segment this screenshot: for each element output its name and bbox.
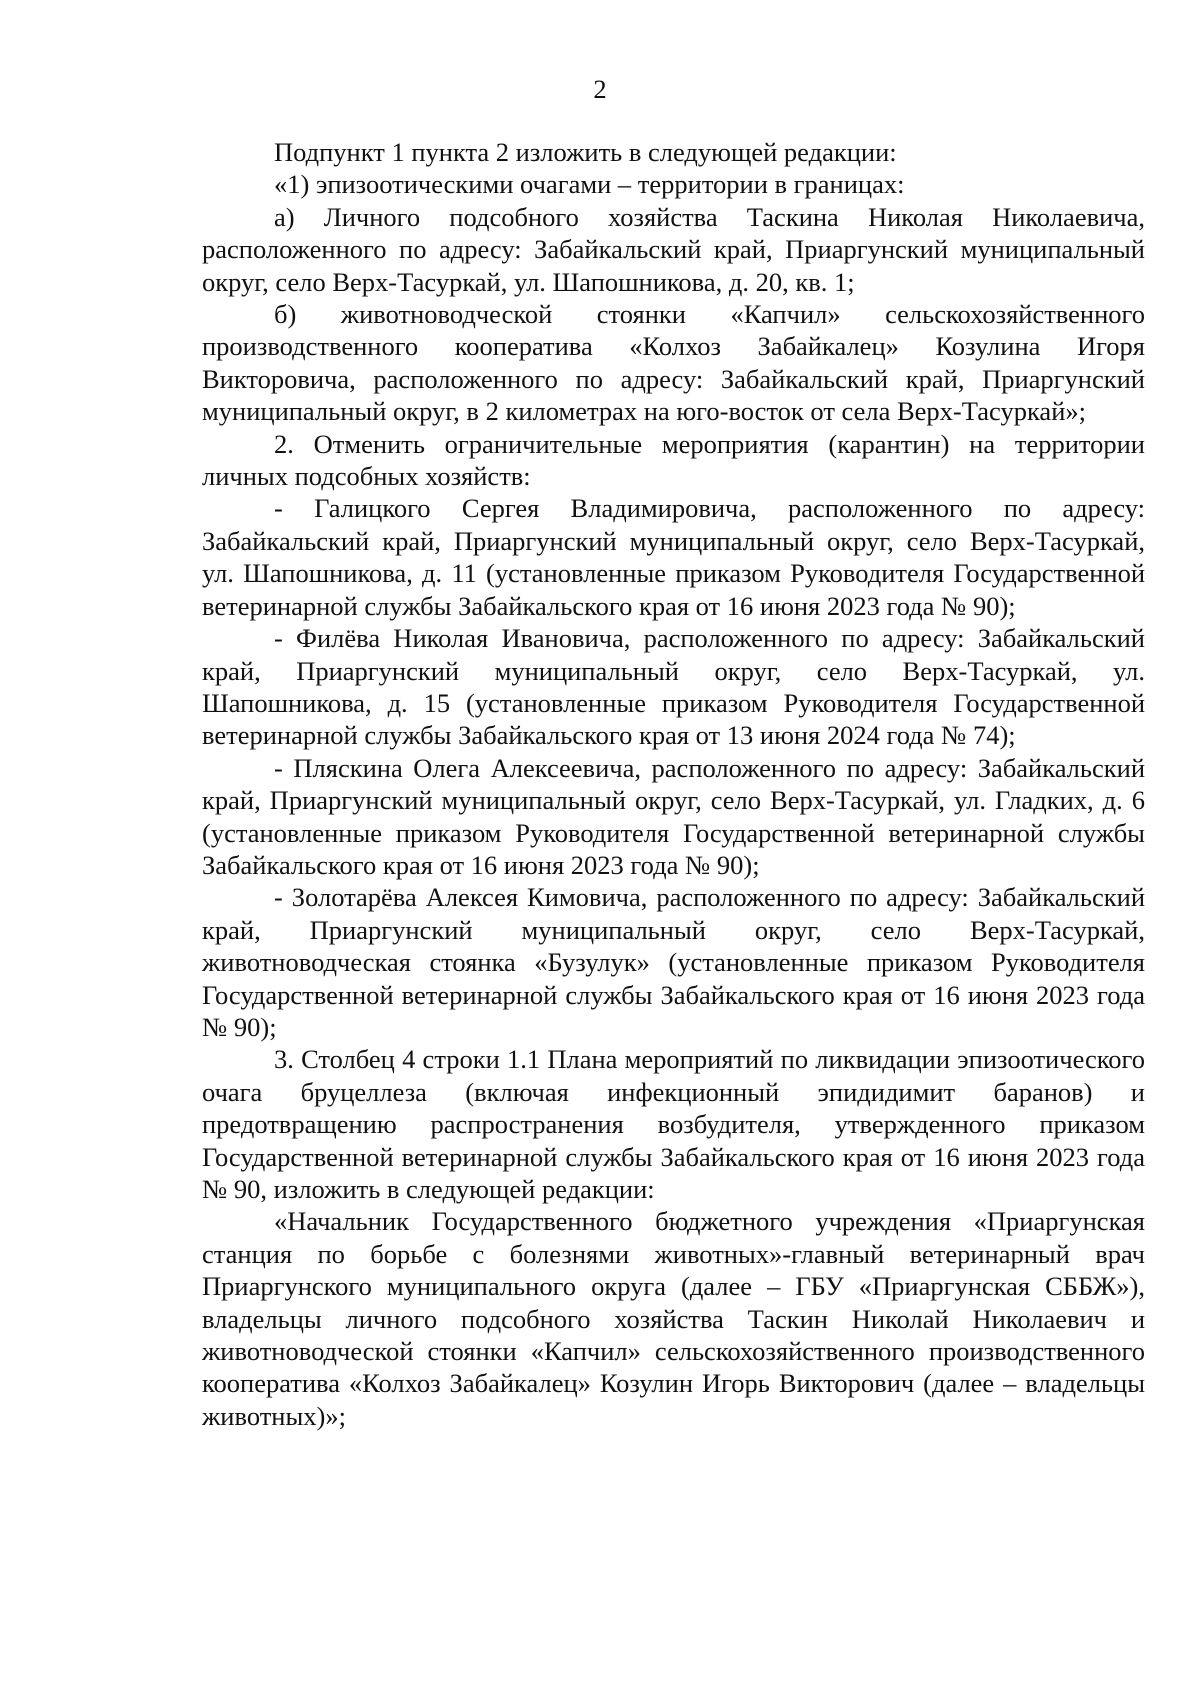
paragraph-epizootic-foci: «1) эпизоотическими очагами – территории в границах: bbox=[274, 169, 905, 200]
document-body bbox=[202, 136, 1145, 1432]
paragraph-cancel-quarantine: 2. Отменить ограничительные мероприятия (карантин) на территории личных подсобных хозяйств: bbox=[202, 428, 1145, 492]
paragraph-new-wording: «Начальник Государственного бюджетного учреждения «Приаргунская станция по борьбе с болезнями животных»-главный ветеринарный врач Приаргунского муниципального округа (далее – ГБУ «Приаргунская СББЖ»), владельцы личного подсобного хозяйства Таскин Николай Николаевич и животноводческой стоянки «Капчил» сельскохозяйственного производственного кооператива «Колхоз Забайкалец» Козулин Игорь Викторович (далее – владельцы животных)»; bbox=[202, 1206, 1145, 1431]
page-number: 2 bbox=[593, 74, 607, 104]
list-item-galitsky: - Галицкого Сергея Владимировича, расположенного по адресу: Забайкальский край, Приаргунский муниципальный округ, село Верх-Тасуркай, ул. Шапошникова, д. 11 (установленные приказом Руководителя Государственной ветеринарной службы Забайкальского края от 16 июня 2023 года № 90); bbox=[202, 493, 1145, 621]
paragraph-item-b-kapchil: б) животноводческой стоянки «Капчил» сельскохозяйственного производственного кооператива «Колхоз Забайкалец» Козулина Игоря Викторовича, расположенного по адресу: Забайкальский край, Приаргунский муниципальный округ, в 2 километрах на юго-восток от села Верх-Тасуркай»; bbox=[202, 299, 1145, 427]
list-item-filev: - Филёва Николая Ивановича, расположенного по адресу: Забайкальский край, Приаргунский муниципальный округ, село Верх-Тасуркай, ул. Шапошникова, д. 15 (установленные приказом Руководителя Государственной ветеринарной службы Забайкальского края от 13 июня 2024 года № 74); bbox=[202, 623, 1145, 751]
paragraph-item-a-taskin: а) Личного подсобного хозяйства Таскина Николая Николаевича, расположенного по адресу: Забайкальский край, Приаргунский муниципальный округ, село Верх-Тасуркай, ул. Шапошникова, д. 20, кв. 1; bbox=[202, 201, 1145, 297]
paragraph-column-4-amendment: 3. Столбец 4 строки 1.1 Плана мероприятий по ликвидации эпизоотического очага бруцеллеза (включая инфекционный эпидидимит баранов) и предотвращению распространения возбудителя, утвержденного приказом Государственной ветеринарной службы Забайкальского края от 16 июня 2023 года № 90, изложить в следующей редакции: bbox=[202, 1044, 1145, 1204]
paragraph-amend-subclause: Подпункт 1 пункта 2 изложить в следующей редакции: bbox=[274, 137, 897, 167]
list-item-plyaskin: - Пляскина Олега Алексеевича, расположенного по адресу: Забайкальский край, Приаргунский муниципальный округ, село Верх-Тасуркай, ул. Гладких, д. 6 (установленные приказом Руководителя Государственной ветеринарной службы Забайкальского края от 16 июня 2023 года № 90); bbox=[202, 752, 1145, 880]
list-item-zolotarev: - Золотарёва Алексея Кимовича, расположенного по адресу: Забайкальский край, Приаргунский муниципальный округ, село Верх-Тасуркай, животноводческая стоянка «Бузулук» (установленные приказом Руководителя Государственной ветеринарной службы Забайкальского края от 16 июня 2023 года № 90); bbox=[202, 882, 1145, 1042]
